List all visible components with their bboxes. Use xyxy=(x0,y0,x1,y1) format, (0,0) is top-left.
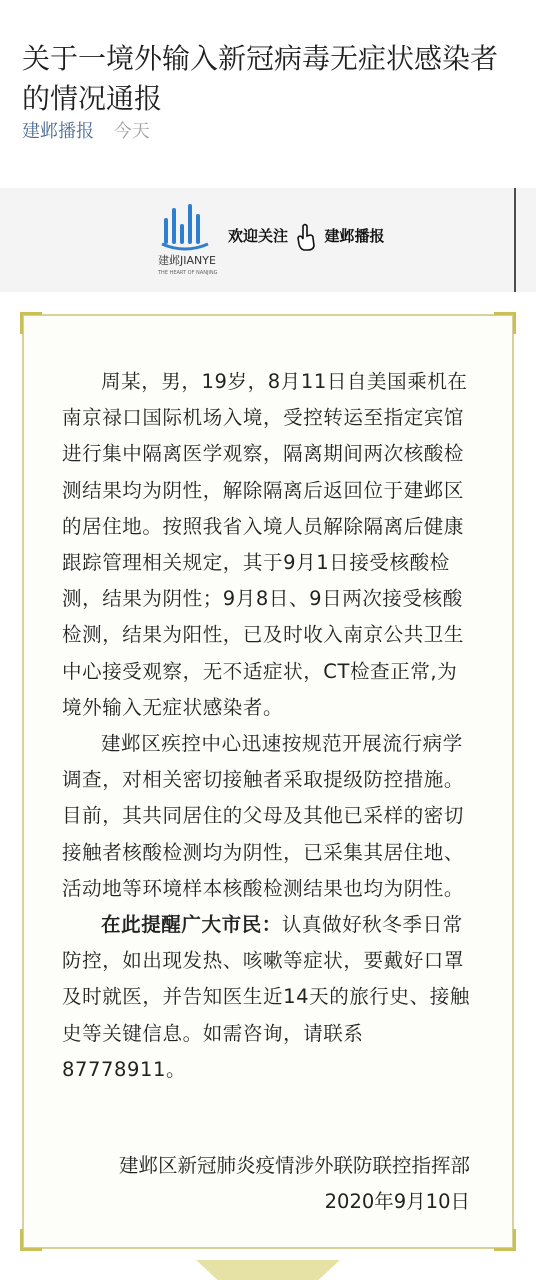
notice-paragraph-3 xyxy=(62,907,474,1088)
frame-corner xyxy=(20,1229,42,1251)
issue-date: 2020年9月10日 xyxy=(324,1190,470,1214)
account-name-link[interactable]: 建邺播报 xyxy=(22,121,94,142)
notice-signature xyxy=(58,1148,470,1220)
bottom-ornament xyxy=(196,1260,340,1280)
follow-banner[interactable] xyxy=(0,188,536,292)
reminder-text: 认真做好秋冬季日常防控，如出现发热、咳嗽等症状，要戴好口罩及时就医，并告知医生近14天的旅行史、接触史等关键信息。如需咨询，请联系87778911。 xyxy=(62,913,470,1081)
follow-account: 建邺播报 xyxy=(324,227,385,245)
frame-corner xyxy=(494,312,516,334)
reminder-label: 在此提醒广大市民： xyxy=(101,913,282,937)
article-meta xyxy=(22,120,150,144)
publish-time: 今天 xyxy=(113,121,150,142)
issuer-name: 建邺区新冠肺炎疫情涉外联防联控指挥部 xyxy=(118,1154,470,1177)
logo-text: 建邺JIANYE xyxy=(158,254,216,267)
banner-divider xyxy=(514,188,516,292)
notice-paragraph-2: 建邺区疾控中心迅速按规范开展流行病学调查，对相关密切接触者采取提级防控措施。目前，其共同居住的父母及其他已采样的密切接触者核酸检测均为阴性，已采集其居住地、活动地等环境样本核酸检测结果也均为阴性。 xyxy=(62,732,465,900)
jianye-logo-icon xyxy=(152,198,218,282)
article-title: 关于一境外输入新冠病毒无症状感染者的情况通报 xyxy=(22,41,499,115)
frame-corner xyxy=(494,1229,516,1251)
logo-subtext: THE HEART OF NANJING xyxy=(158,270,218,276)
notice-body xyxy=(62,364,474,1088)
notice-paragraph-1: 周某，男，19岁，8月11日自美国乘机在南京禄口国际机场入境，受控转运至指定宾馆进行集中隔离医学观察，隔离期间两次核酸检测结果均为阴性，解除隔离后返回位于建邺区的居住地。按照我省入境人员解除隔离后健康跟踪管理相关规定，其于9月1日接受核酸检测，结果为阴性；9月8日、9日两次接受核酸检测，结果为阳性，已及时收入南京公共卫生中心接受观察，无不适症状，CT检查正常,为境外输入无症状感染者。 xyxy=(62,370,468,719)
pointing-hand-icon xyxy=(295,222,317,252)
follow-prefix: 欢迎关注 xyxy=(228,227,289,245)
frame-corner xyxy=(20,312,42,334)
follow-prompt xyxy=(228,222,385,252)
